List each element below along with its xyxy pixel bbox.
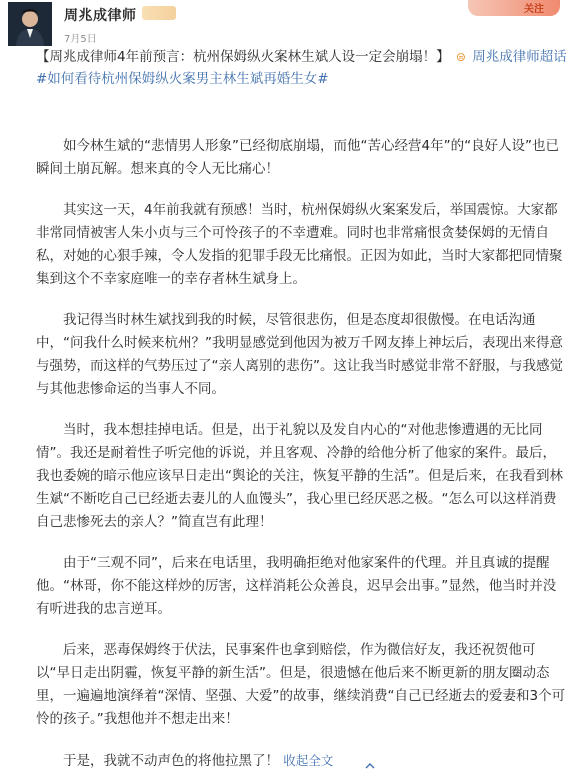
spacer (36, 90, 568, 135)
author-avatar[interactable] (8, 2, 52, 46)
post-title-text: 【周兆成律师4年前预言：杭州保姆纵火案林生斌人设一定会崩塌！】 (36, 49, 450, 65)
spacer (36, 534, 568, 552)
post-header (0, 0, 574, 46)
spacer (36, 731, 568, 749)
follow-banner[interactable] (468, 0, 560, 16)
post-title (36, 46, 568, 90)
vip-badge (142, 6, 176, 20)
follow-banner-label: 关注 (524, 4, 544, 15)
spacer (36, 621, 568, 639)
paragraph-7-text: 于是，我就不动声色的将他拉黑了！ (63, 753, 279, 769)
paragraph-3: 我记得当时林生斌找到我的时候，尽管很悲伤，但是态度却很傲慢。在电话沟通中，“问我什么时候来杭州？”我明显感觉到他因为被万千网友捧上神坛后，表现出来得意与强势，而这样的气势压过了“亲人离别的悲伤”。这让我当时感觉非常不舒服，与我感觉与其他悲惨命运的当事人不同。 (36, 312, 563, 397)
author-name[interactable]: 周兆成律师 (64, 8, 137, 24)
chevron-up-icon[interactable] (338, 756, 348, 766)
paragraph-5: 由于“三观不同”，后来在电话里，我明确拒绝对他家案件的代理。并且真诚的提醒他。“林哥，你不能这样炒的厉害，这样消耗公众善良，迟早会出事。”显然，他当时并没有听进我的忠言逆耳。 (36, 555, 557, 617)
super-topic-link[interactable]: 周兆成律师超话 (472, 49, 567, 65)
paragraph-6: 后来，恶毒保姆终于伏法，民事案件也拿到赔偿，作为微信好友，我还祝贺他可以“早日走出阴霾，恢复平静的新生活”。但是，很遗憾在他后来不断更新的朋友圈动态里，一遍遍地演绎着“深情、坚强、大爱”的故事，继续消费“自己已经逝去的爱妻和3个可怜的孩子。”我想他并不想走出来！ (36, 642, 566, 727)
avatar-portrait (8, 2, 52, 46)
spacer (36, 181, 568, 199)
post-content (36, 46, 568, 773)
spacer (36, 291, 568, 309)
collapse-full-text-link[interactable]: 收起全文 (283, 753, 334, 768)
spacer (36, 401, 568, 419)
paragraph-7 (36, 749, 568, 773)
paragraph-4: 当时，我本想挂掉电话。但是，出于礼貌以及发自内心的“对他悲惨遭遇的无比同情”。我还是耐着性子听完他的诉说，并且客观、冷静的给他分析了他家的案件。最后，我也委婉的暗示他应该早日走出“舆论的关注，恢复平静的生活”。但是后来，在我看到林生斌“不断吃自己已经逝去妻儿的人血馒头”，我心里已经厌恶之极。“怎么可以这样消费自己悲惨死去的亲人？”简直岂有此理！ (36, 422, 563, 530)
paragraph-1: 如今林生斌的“悲情男人形象”已经彻底崩塌，而他“苦心经营4年”的“良好人设”也已瞬间土崩瓦解。想来真的令人无比痛心！ (36, 138, 560, 177)
post-time[interactable]: 7月5日 (64, 34, 97, 45)
hashtag-link[interactable]: #如何看待杭州保姆纵火案男主林生斌再婚生女# (36, 71, 329, 87)
super-topic-icon: ⊜ (455, 50, 466, 64)
paragraph-2: 其实这一天，4年前我就有预感！当时，杭州保姆纵火案案发后，举国震惊。大家都非常同情被害人朱小贞与三个可怜孩子的不幸遭难。同时也非常痛恨贪婪保姆的无情自私，对她的心狠手辣，令人发指的犯罪手段无比痛恨。正因为如此，当时大家都把同情聚集到这个不幸家庭唯一的幸存者林生斌身上。 (36, 202, 563, 287)
